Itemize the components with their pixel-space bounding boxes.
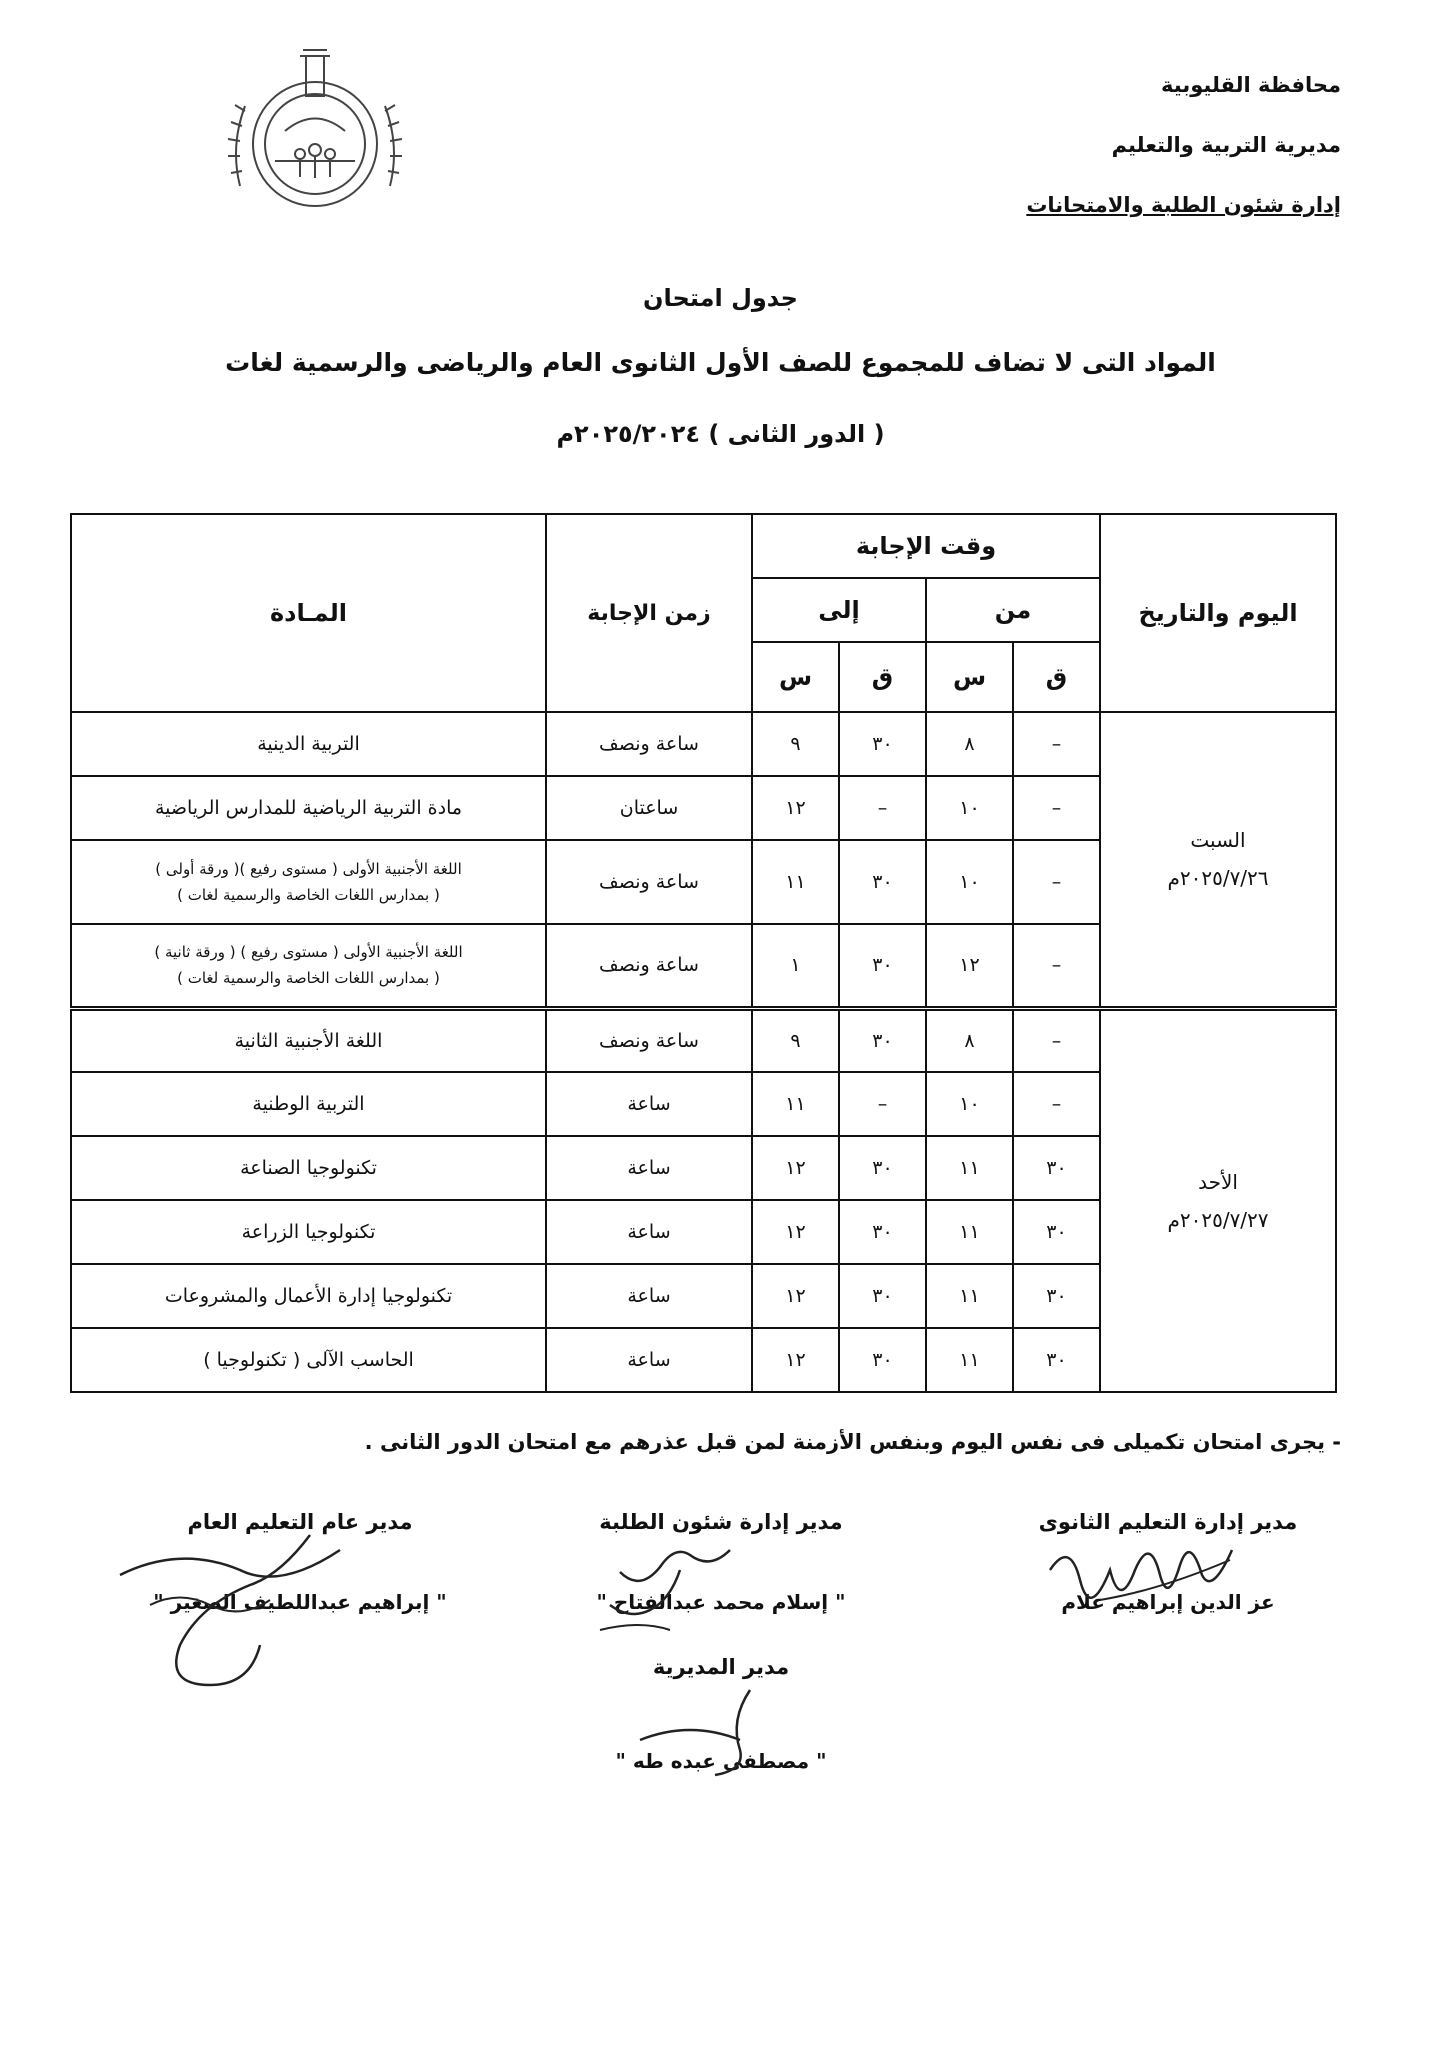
from-hour: ١١ bbox=[926, 1136, 1013, 1200]
to-hour: ١ bbox=[752, 924, 839, 1008]
from-minute: ٣٠ bbox=[1013, 1200, 1100, 1264]
from-hour: ١١ bbox=[926, 1200, 1013, 1264]
to-hour: ١١ bbox=[752, 840, 839, 924]
exam-schedule-table bbox=[70, 513, 1337, 1393]
subject-line-2: ( بمدارس اللغات الخاصة والرسمية لغات ) bbox=[177, 886, 440, 904]
header-answer-time: وقت الإجابة bbox=[752, 514, 1100, 578]
from-hour: ١٠ bbox=[926, 1072, 1013, 1136]
to-hour: ١٢ bbox=[752, 1328, 839, 1392]
header-subject: المـادة bbox=[71, 514, 546, 712]
to-hour: ١٢ bbox=[752, 1200, 839, 1264]
to-minute: ٣٠ bbox=[839, 840, 926, 924]
day-cell-sunday bbox=[1100, 1008, 1336, 1392]
from-minute: ٣٠ bbox=[1013, 1328, 1100, 1392]
header-to-minute: ق bbox=[839, 642, 926, 712]
header-block bbox=[1001, 68, 1341, 248]
day-cell-saturday bbox=[1100, 712, 1336, 1008]
header-to: إلى bbox=[752, 578, 926, 642]
signature-title: مدير إدارة شئون الطلبة bbox=[599, 1510, 843, 1534]
to-minute: ٣٠ bbox=[839, 1264, 926, 1328]
from-hour: ٨ bbox=[926, 712, 1013, 776]
directorate-name: مديرية التربية والتعليم bbox=[1111, 133, 1341, 157]
duration: ساعة ونصف bbox=[546, 840, 752, 924]
department-name: إدارة شئون الطلبة والامتحانات bbox=[1026, 193, 1341, 217]
from-minute: – bbox=[1013, 840, 1100, 924]
from-hour: ١٠ bbox=[926, 776, 1013, 840]
day-date: ٢٠٢٥/٧/٢٦م bbox=[1167, 866, 1269, 891]
header-to-hour: س bbox=[752, 642, 839, 712]
signature-name: عز الدين إبراهيم علام bbox=[1061, 1590, 1275, 1614]
header-from-minute: ق bbox=[1013, 642, 1100, 712]
signature-title: مدير إدارة التعليم الثانوى bbox=[1038, 1510, 1298, 1534]
header-from-hour: س bbox=[926, 642, 1013, 712]
subject-line-1: اللغة الأجنبية الأولى ( مستوى رفيع )( ورقة أولى ) bbox=[155, 860, 462, 878]
to-minute: ٣٠ bbox=[839, 712, 926, 776]
duration: ساعة ونصف bbox=[546, 1008, 752, 1072]
subject-line-1: اللغة الأجنبية الأولى ( مستوى رفيع ) ( ورقة ثانية ) bbox=[154, 943, 463, 962]
duration: ساعة ونصف bbox=[546, 712, 752, 776]
header-day-date: اليوم والتاريخ bbox=[1100, 514, 1336, 712]
header-from: من bbox=[926, 578, 1100, 642]
to-minute: ٣٠ bbox=[839, 1328, 926, 1392]
from-minute: – bbox=[1013, 924, 1100, 1008]
to-hour: ١١ bbox=[752, 1072, 839, 1136]
from-minute: ٣٠ bbox=[1013, 1264, 1100, 1328]
subject: التربية الدينية bbox=[71, 712, 546, 776]
subject bbox=[71, 924, 546, 1008]
subject: التربية الوطنية bbox=[71, 1072, 546, 1136]
subject: تكنولوجيا الزراعة bbox=[71, 1200, 546, 1264]
day-name: السبت bbox=[1190, 828, 1246, 853]
footnote: - يجرى امتحان تكميلى فى نفس اليوم وبنفس الأزمنة لمن قبل عذرهم مع امتحان الدور الثانى . bbox=[364, 1430, 1341, 1454]
to-hour: ١٢ bbox=[752, 1136, 839, 1200]
session-label: ( الدور الثانى ) ٢٠٢٥/٢٠٢٤م bbox=[556, 420, 885, 448]
duration: ساعة ونصف bbox=[546, 924, 752, 1008]
from-minute: – bbox=[1013, 776, 1100, 840]
to-hour: ٩ bbox=[752, 712, 839, 776]
from-minute: – bbox=[1013, 1008, 1100, 1072]
to-minute: – bbox=[839, 1072, 926, 1136]
signature-student-affairs bbox=[556, 1510, 886, 1614]
to-hour: ٩ bbox=[752, 1008, 839, 1072]
duration: ساعة bbox=[546, 1200, 752, 1264]
day-date: ٢٠٢٥/٧/٢٧م bbox=[1167, 1207, 1269, 1232]
from-minute: ٣٠ bbox=[1013, 1136, 1100, 1200]
page-title: جدول امتحان bbox=[643, 284, 798, 312]
governorate-name: محافظة القليوبية bbox=[1161, 73, 1341, 97]
to-minute: – bbox=[839, 776, 926, 840]
signature-name: " إبراهيم عبداللطيف الصغير " bbox=[153, 1590, 447, 1614]
signature-secondary-education bbox=[1003, 1510, 1333, 1614]
from-hour: ١٢ bbox=[926, 924, 1013, 1008]
from-hour: ٨ bbox=[926, 1008, 1013, 1072]
to-hour: ١٢ bbox=[752, 1264, 839, 1328]
table-row bbox=[71, 712, 1336, 776]
to-minute: ٣٠ bbox=[839, 1136, 926, 1200]
duration: ساعة bbox=[546, 1328, 752, 1392]
from-minute: – bbox=[1013, 712, 1100, 776]
signature-directorate bbox=[556, 1655, 886, 1773]
subject: تكنولوجيا إدارة الأعمال والمشروعات bbox=[71, 1264, 546, 1328]
subject-line-2: ( بمدارس اللغات الخاصة والرسمية لغات ) bbox=[177, 969, 440, 988]
signature-general-education bbox=[100, 1510, 500, 1614]
subject bbox=[71, 840, 546, 924]
subject: الحاسب الآلى ( تكنولوجيا ) bbox=[71, 1328, 546, 1392]
table-row bbox=[71, 1008, 1336, 1072]
duration: ساعة bbox=[546, 1136, 752, 1200]
signature-title: مدير عام التعليم العام bbox=[187, 1510, 413, 1534]
to-minute: ٣٠ bbox=[839, 1008, 926, 1072]
subject: تكنولوجيا الصناعة bbox=[71, 1136, 546, 1200]
signature-name: " مصطفى عبده طه " bbox=[615, 1749, 827, 1773]
duration: ساعة bbox=[546, 1072, 752, 1136]
signature-title: مدير المديرية bbox=[652, 1655, 790, 1679]
title-block bbox=[100, 278, 1341, 454]
signature-name: " إسلام محمد عبدالفتاح " bbox=[596, 1590, 846, 1614]
header-duration: زمن الإجابة bbox=[546, 514, 752, 712]
from-minute: – bbox=[1013, 1072, 1100, 1136]
duration: ساعة bbox=[546, 1264, 752, 1328]
from-hour: ١١ bbox=[926, 1328, 1013, 1392]
day-name: الأحد bbox=[1198, 1169, 1238, 1194]
subject: مادة التربية الرياضية للمدارس الرياضية bbox=[71, 776, 546, 840]
to-minute: ٣٠ bbox=[839, 924, 926, 1008]
directorate-emblem-icon bbox=[200, 36, 430, 236]
duration: ساعتان bbox=[546, 776, 752, 840]
to-minute: ٣٠ bbox=[839, 1200, 926, 1264]
from-hour: ١١ bbox=[926, 1264, 1013, 1328]
page-subtitle: المواد التى لا تضاف للمجموع للصف الأول الثانوى العام والرياضى والرسمية لغات bbox=[225, 348, 1216, 377]
from-hour: ١٠ bbox=[926, 840, 1013, 924]
to-hour: ١٢ bbox=[752, 776, 839, 840]
subject: اللغة الأجنبية الثانية bbox=[71, 1008, 546, 1072]
